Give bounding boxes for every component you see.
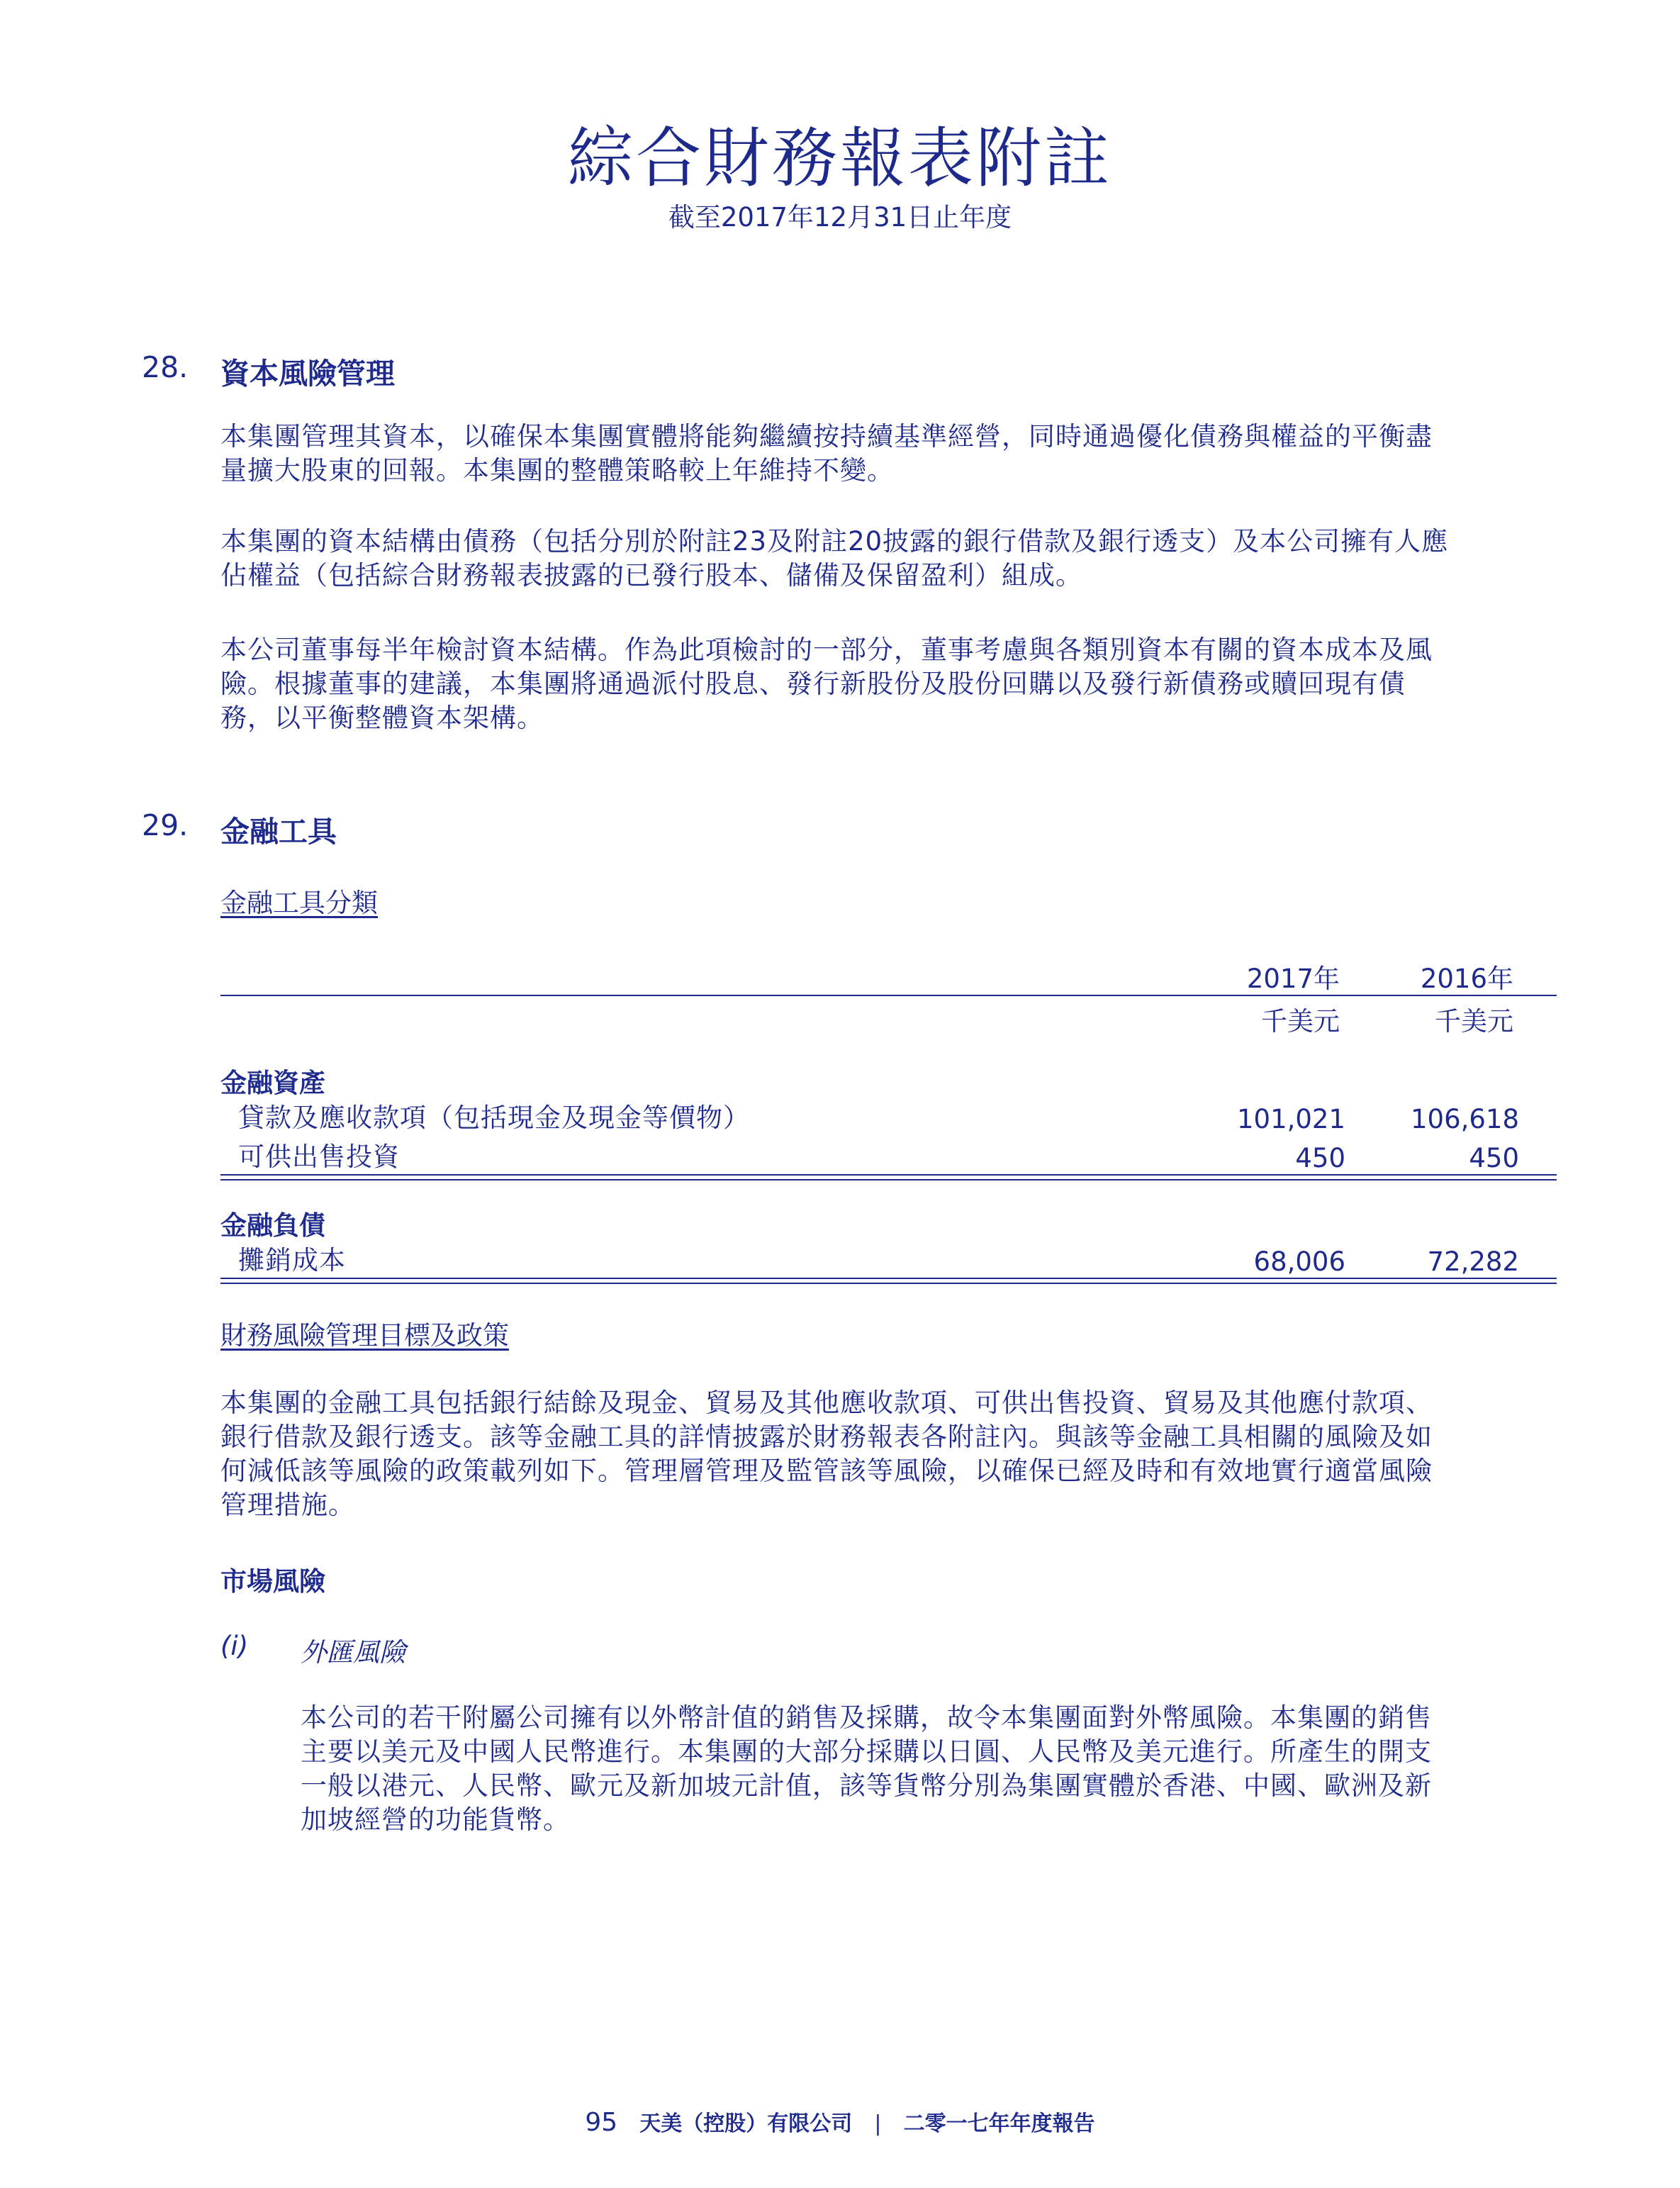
col-year-2016: 2016年 (1420, 964, 1513, 994)
fx-title: 外匯風險 (301, 1637, 405, 1668)
col-year-2017: 2017年 (1246, 964, 1340, 994)
text-line: 本集團的資本結構由債務（包括分別於附註23及附註20披露的銀行借款及銀行透支）及本公司擁有人應 (220, 526, 1449, 557)
text-line: 加坡經營的功能貨幣。 (301, 1804, 570, 1835)
table-row-value-2017: 450 (1295, 1143, 1345, 1173)
text-line: 管理措施。 (220, 1490, 355, 1520)
table-row-label: 可供出售投資 (238, 1142, 400, 1172)
financial-assets-heading: 金融資產 (220, 1068, 325, 1098)
table-row-value-2017: 101,021 (1236, 1104, 1345, 1134)
financial-liabilities-heading: 金融負債 (220, 1210, 325, 1241)
text-line: 本集團管理其資本，以確保本集團實體將能夠繼續按持續基準經營，同時通過優化債務與權益的平衡盡 (220, 421, 1433, 452)
text-line: 何減低該等風險的政策載列如下。管理層管理及監管該等風險，以確保已經及時和有效地實行適當風險 (220, 1456, 1433, 1486)
table-row-label: 攤銷成本 (238, 1245, 346, 1276)
section-28-title: 資本風險管理 (220, 357, 395, 391)
section-28-paragraph-2 (220, 525, 1448, 593)
text-line: 主要以美元及中國人民幣進行。本集團的大部分採購以日圓、人民幣及美元進行。所產生的開支 (301, 1736, 1432, 1767)
text-line: 銀行借款及銀行透支。該等金融工具的詳情披露於財務報表各附註內。與該等金融工具相關的風險及如 (220, 1422, 1433, 1452)
table-row-value-2016: 450 (1469, 1143, 1519, 1173)
section-28-number: 28. (142, 350, 189, 384)
table-row-value-2017: 68,006 (1253, 1246, 1345, 1277)
section-28-paragraph-3 (220, 633, 1433, 735)
footer-company: 天美（控股）有限公司 (639, 2111, 853, 2136)
categories-heading: 金融工具分類 (220, 888, 378, 918)
text-line: 務，以平衡整體資本架構。 (220, 703, 544, 733)
col-unit-2017: 千美元 (1261, 1006, 1340, 1037)
assets-total-rule-bottom (220, 1179, 1557, 1180)
text-line: 本集團的金融工具包括銀行結餘及現金、貿易及其他應收款項、可供出售投資、貿易及其他應付款項、 (220, 1388, 1433, 1418)
col-unit-2016: 千美元 (1435, 1006, 1513, 1037)
footer-separator: | (874, 2111, 882, 2136)
text-line: 佔權益（包括綜合財務報表披露的已發行股本、儲備及保留盈利）組成。 (220, 560, 1082, 591)
table-row-value-2016: 106,618 (1410, 1104, 1519, 1134)
page-footer (0, 2106, 1680, 2137)
fx-paragraph (301, 1701, 1432, 1837)
risk-paragraph (220, 1386, 1433, 1522)
page-subtitle: 截至2017年12月31日止年度 (668, 202, 1012, 233)
fx-index: (i) (220, 1631, 249, 1661)
table-row-value-2016: 72,282 (1427, 1246, 1519, 1277)
text-line: 本公司董事每半年檢討資本結構。作為此項檢討的一部分，董事考慮與各類別資本有關的資本成本及風 (220, 635, 1433, 665)
assets-total-rule-top (220, 1174, 1557, 1176)
section-29-number: 29. (142, 808, 189, 842)
page-title: 綜合財務報表附註 (567, 121, 1112, 196)
table-row-label: 貸款及應收款項（包括現金及現金等價物） (238, 1103, 750, 1133)
text-line: 量擴大股東的回報。本集團的整體策略較上年維持不變。 (220, 455, 894, 486)
text-line: 險。根據董事的建議，本集團將通過派付股息、發行新股份及股份回購以及發行新債務或贖回現有債 (220, 669, 1406, 699)
section-29-title: 金融工具 (220, 815, 337, 849)
table-header-rule (220, 995, 1557, 996)
text-line: 本公司的若干附屬公司擁有以外幣計值的銷售及採購，故令本集團面對外幣風險。本集團的銷售 (301, 1702, 1432, 1733)
risk-heading: 財務風險管理目標及政策 (220, 1320, 509, 1351)
text-line: 一般以港元、人民幣、歐元及新加坡元計值，該等貨幣分別為集團實體於香港、中國、歐洲及新 (301, 1770, 1432, 1801)
liabilities-total-rule-top (220, 1278, 1557, 1279)
market-risk-heading: 市場風險 (220, 1566, 325, 1597)
liabilities-total-rule-bottom (220, 1283, 1557, 1284)
page-number: 95 (585, 2108, 618, 2137)
footer-report: 二零一七年年度報告 (903, 2111, 1095, 2136)
section-28-paragraph-1 (220, 420, 1433, 488)
